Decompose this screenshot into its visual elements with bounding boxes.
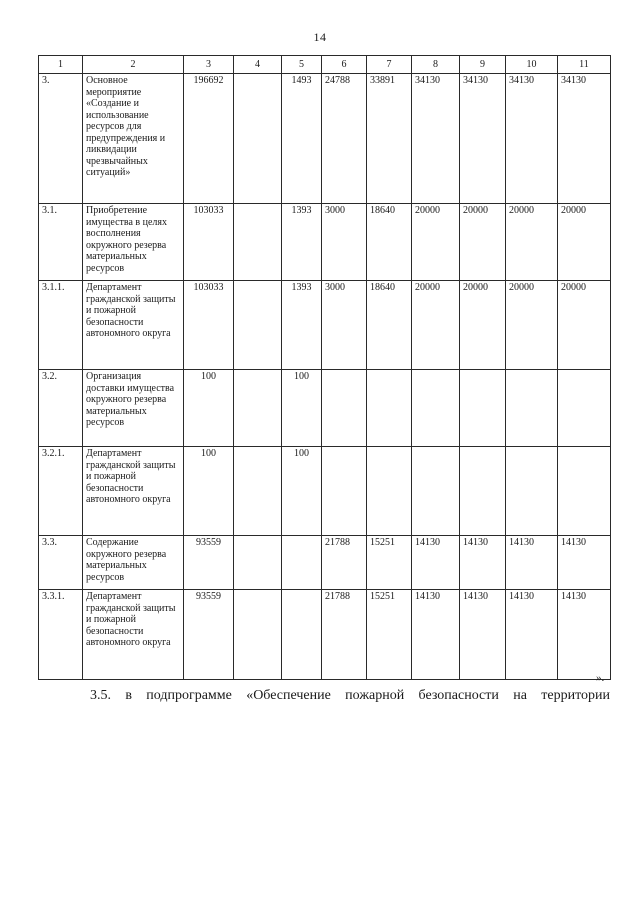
row-number: 3. — [39, 74, 83, 204]
value-cell — [282, 536, 322, 590]
value-cell: 15251 — [367, 590, 412, 680]
value-cell — [412, 370, 460, 447]
column-header: 10 — [506, 56, 558, 74]
value-cell: 20000 — [412, 281, 460, 370]
value-cell: 14130 — [412, 590, 460, 680]
table-row — [39, 590, 611, 680]
value-cell — [234, 204, 282, 281]
value-cell: 24788 — [322, 74, 367, 204]
value-cell: 18640 — [367, 281, 412, 370]
value-cell: 20000 — [412, 204, 460, 281]
value-cell: 34130 — [412, 74, 460, 204]
row-description: Приобретение имущества в целях восполнения окружного резерва материальных ресурсов — [83, 204, 184, 281]
value-cell: 18640 — [367, 204, 412, 281]
value-cell — [234, 370, 282, 447]
value-cell: 93559 — [184, 590, 234, 680]
column-header: 11 — [558, 56, 611, 74]
column-header: 3 — [184, 56, 234, 74]
value-cell — [282, 590, 322, 680]
value-cell: 14130 — [558, 536, 611, 590]
page-number: 14 — [313, 30, 327, 44]
value-cell — [322, 447, 367, 536]
value-cell: 21788 — [322, 590, 367, 680]
column-header: 6 — [322, 56, 367, 74]
value-cell: 33891 — [367, 74, 412, 204]
value-cell: 21788 — [322, 536, 367, 590]
value-cell — [506, 370, 558, 447]
value-cell: 34130 — [558, 74, 611, 204]
table-header-row — [39, 56, 611, 74]
value-cell: 20000 — [460, 204, 506, 281]
row-number: 3.1.1. — [39, 281, 83, 370]
value-cell — [367, 447, 412, 536]
value-cell: 1393 — [282, 281, 322, 370]
value-cell: 1393 — [282, 204, 322, 281]
value-cell: 103033 — [184, 281, 234, 370]
value-cell — [558, 447, 611, 536]
table-row — [39, 370, 611, 447]
row-description: Департамент гражданской защиты и пожарной безопасности автономного округа — [83, 281, 184, 370]
value-cell — [460, 447, 506, 536]
value-cell — [322, 370, 367, 447]
row-number: 3.1. — [39, 204, 83, 281]
value-cell: 14130 — [506, 590, 558, 680]
row-number: 3.3. — [39, 536, 83, 590]
value-cell: 34130 — [506, 74, 558, 204]
value-cell: 14130 — [412, 536, 460, 590]
value-cell: 1493 — [282, 74, 322, 204]
table-row — [39, 204, 611, 281]
value-cell: 15251 — [367, 536, 412, 590]
value-cell — [234, 281, 282, 370]
value-cell: 20000 — [558, 204, 611, 281]
value-cell: 103033 — [184, 204, 234, 281]
value-cell: 3000 — [322, 204, 367, 281]
budget-table — [38, 55, 611, 680]
column-header: 8 — [412, 56, 460, 74]
value-cell: 100 — [184, 370, 234, 447]
row-number: 3.3.1. — [39, 590, 83, 680]
value-cell: 20000 — [506, 204, 558, 281]
column-header: 4 — [234, 56, 282, 74]
value-cell — [460, 370, 506, 447]
value-cell: 20000 — [506, 281, 558, 370]
value-cell: 34130 — [460, 74, 506, 204]
value-cell: 196692 — [184, 74, 234, 204]
value-cell: 20000 — [460, 281, 506, 370]
value-cell — [506, 447, 558, 536]
table-row — [39, 74, 611, 204]
table-row — [39, 281, 611, 370]
table-row — [39, 536, 611, 590]
row-description: Департамент гражданской защиты и пожарной безопасности автономного округа — [83, 447, 184, 536]
value-cell: 100 — [282, 370, 322, 447]
value-cell: 93559 — [184, 536, 234, 590]
value-cell: 3000 — [322, 281, 367, 370]
closing-quote-mark: ». — [596, 672, 605, 684]
row-description: Организация доставки имущества окружного резерва материальных ресурсов — [83, 370, 184, 447]
value-cell — [234, 590, 282, 680]
row-description: Основное мероприятие «Создание и использование ресурсов для предупреждения и ликвидации чрезвычайных ситуаций» — [83, 74, 184, 204]
value-cell — [367, 370, 412, 447]
value-cell: 14130 — [460, 590, 506, 680]
value-cell: 14130 — [460, 536, 506, 590]
value-cell — [234, 447, 282, 536]
value-cell: 20000 — [558, 281, 611, 370]
column-header: 9 — [460, 56, 506, 74]
column-header: 1 — [39, 56, 83, 74]
value-cell: 100 — [184, 447, 234, 536]
table-row — [39, 447, 611, 536]
value-cell: 100 — [282, 447, 322, 536]
value-cell — [412, 447, 460, 536]
row-number: 3.2. — [39, 370, 83, 447]
column-header: 2 — [83, 56, 184, 74]
value-cell: 14130 — [506, 536, 558, 590]
row-description: Департамент гражданской защиты и пожарной безопасности автономного округа — [83, 590, 184, 680]
value-cell: 14130 — [558, 590, 611, 680]
row-description: Содержание окружного резерва материальных ресурсов — [83, 536, 184, 590]
column-header: 5 — [282, 56, 322, 74]
column-header: 7 — [367, 56, 412, 74]
value-cell — [234, 74, 282, 204]
row-number: 3.2.1. — [39, 447, 83, 536]
value-cell — [558, 370, 611, 447]
body-paragraph: 3.5. в подпрограмме «Обеспечение пожарной безопасности на территории — [90, 688, 610, 703]
value-cell — [234, 536, 282, 590]
